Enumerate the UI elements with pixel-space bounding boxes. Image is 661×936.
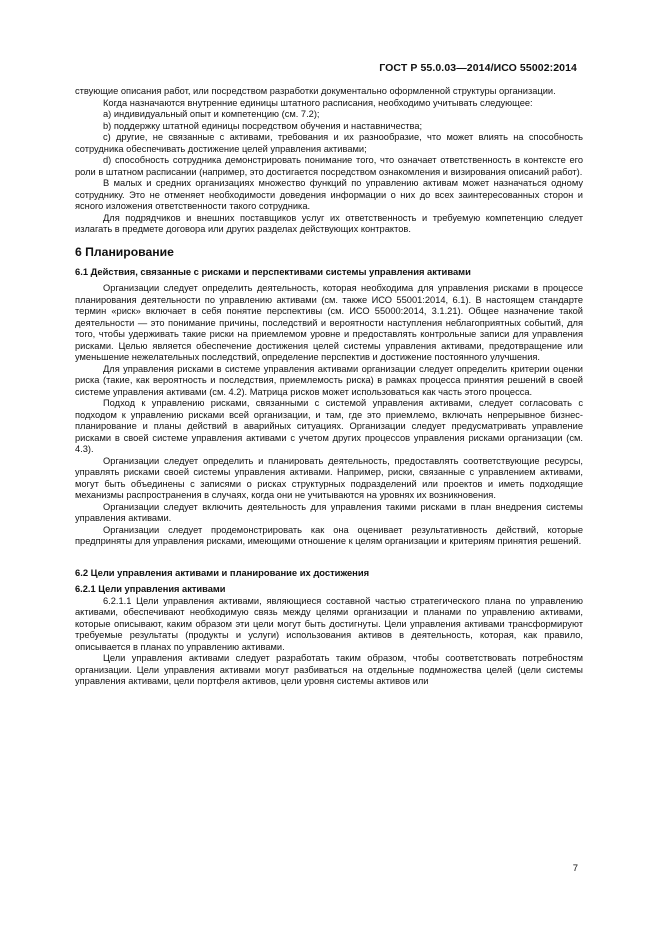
paragraph: В малых и средних организациях множество функций по управлению активам может назначаться одному сотруднику. Это не отменяет необходимости доведения информации о них до всех заинтересованных сторон и ясного изложения ответственности такого сотрудника. <box>75 178 583 211</box>
list-item: b) поддержку штатной единицы посредством обучения и наставничества; <box>103 120 423 131</box>
paragraph: Организации следует определить и планировать деятельность, предоставлять соответствующие ресурсы, управлять рисками своей системы управления активами. Например, риски, связанные с управлением активами, могут быть объединены с записями о рисках структурных подразделений или проектов и иметь подходящие механизмы распространения в случаях, когда они не учитываются на уровнях их возникновения. <box>75 455 583 500</box>
list-item: c) другие, не связанные с активами, требования и их разнообразие, что может влиять на способность сотрудника обеспечивать достижение целей управления активами; <box>75 132 583 154</box>
paragraph: ствующие описания работ, или посредством разработки документально оформленной структуры организации. <box>75 86 556 96</box>
paragraph: Для подрядчиков и внешних поставщиков услуг их ответственность и требуемую компетенцию следует излагать в предмете договора или других разделах действующих контрактов. <box>75 212 583 234</box>
clause-heading: 6.2.1 Цели управления активами <box>75 584 226 594</box>
subsection-heading: 6.1 Действия, связанные с рисками и перспективами системы управления активами <box>75 265 471 277</box>
paragraph: Цели управления активами следует разработать таким образом, чтобы соответствовать потребностям организации. Цели управления активами могут разбиваться на отдельные подмножества целей (цели системы управления активами, цели портфеля активов, цели уровня системы активов или <box>75 653 583 686</box>
paragraph: 6.2.1.1 Цели управления активами, являющиеся составной частью стратегического плана по управлению активами, обеспечивают необходимую связь между целями организации и планами по управлению активами, которые описывают, каким образом эти цели могут быть достигнуты. Цели управления активами трансформируют требуемые результаты (продукты и услуги) использования активов в деятельность, которая, как правило, описывается в планах по управлению активами. <box>75 595 583 652</box>
paragraph: Подход к управлению рисками, связанными с системой управления активами, следует согласовать с подходом к управлению рисками всей организации, и там, где это приемлемо, включать непрерывное бизнес-планирование и планы действий в аварийных ситуациях. Организации следует предусматривать управление рисками в своей системе управления активами с учетом других процессов управления рисками организации (см. 4.3). <box>75 398 583 454</box>
paragraph: Для управления рисками в системе управления активами организации следует определить критерии оценки риска (такие, как вероятность и последствия, приемлемость риска) в рамках процесса принятия решений в своей системе управления активами (см. 4.2). Матрица рисков может использоваться как часть этого процесса. <box>75 363 583 397</box>
paragraph: Организации следует продемонстрировать как она оценивает результативность действий, которые предприняты для управления рисками, имеющими отношение к целям организации и критериям принятия решений. <box>75 524 583 546</box>
document-header: ГОСТ Р 55.0.03—2014/ИСО 55002:2014 <box>379 62 577 74</box>
paragraph: Организации следует определить деятельность, которая необходима для управления рисками в процессе планирования деятельности по управлению активами (см. также ИСО 55001:2014, 6.1). В настоящем стандарте термин «риск» включает в себя понятие перспективы (см. ИСО 55000:2014, 3.1.21). Общее назначение такой деятельности — это понимание причины, последствий и вероятности наступления неблагоприятных событий, для того, чтобы удерживать такие риски на приемлемом уровне и предоставлять контрольные записи для управления рисками. Целью является обеспечение достижения целей системы управления активами, предотвращение или уменьшение нежелательных последствий, определение перспектив и достижение постоянного улучшения. <box>75 283 583 362</box>
paragraph: Когда назначаются внутренние единицы штатного расписания, необходимо учитывать следующее: <box>103 97 533 108</box>
list-item: a) индивидуальный опыт и компетенцию (см. 7.2); <box>103 109 320 119</box>
page-number: 7 <box>572 863 578 874</box>
paragraph: Организации следует включить деятельность для управления такими рисками в план внедрения системы управления активами. <box>75 501 583 523</box>
page-content <box>75 86 583 688</box>
section-heading: 6 Планирование <box>75 244 174 259</box>
subsection-heading: 6.2 Цели управления активами и планирование их достижения <box>75 566 370 578</box>
list-item: d) способность сотрудника демонстрировать понимание того, что означает ответственность в контексте его роли в штатном расписании (например, это достигается посредством ознакомления и визирования описаний работ). <box>75 155 583 177</box>
